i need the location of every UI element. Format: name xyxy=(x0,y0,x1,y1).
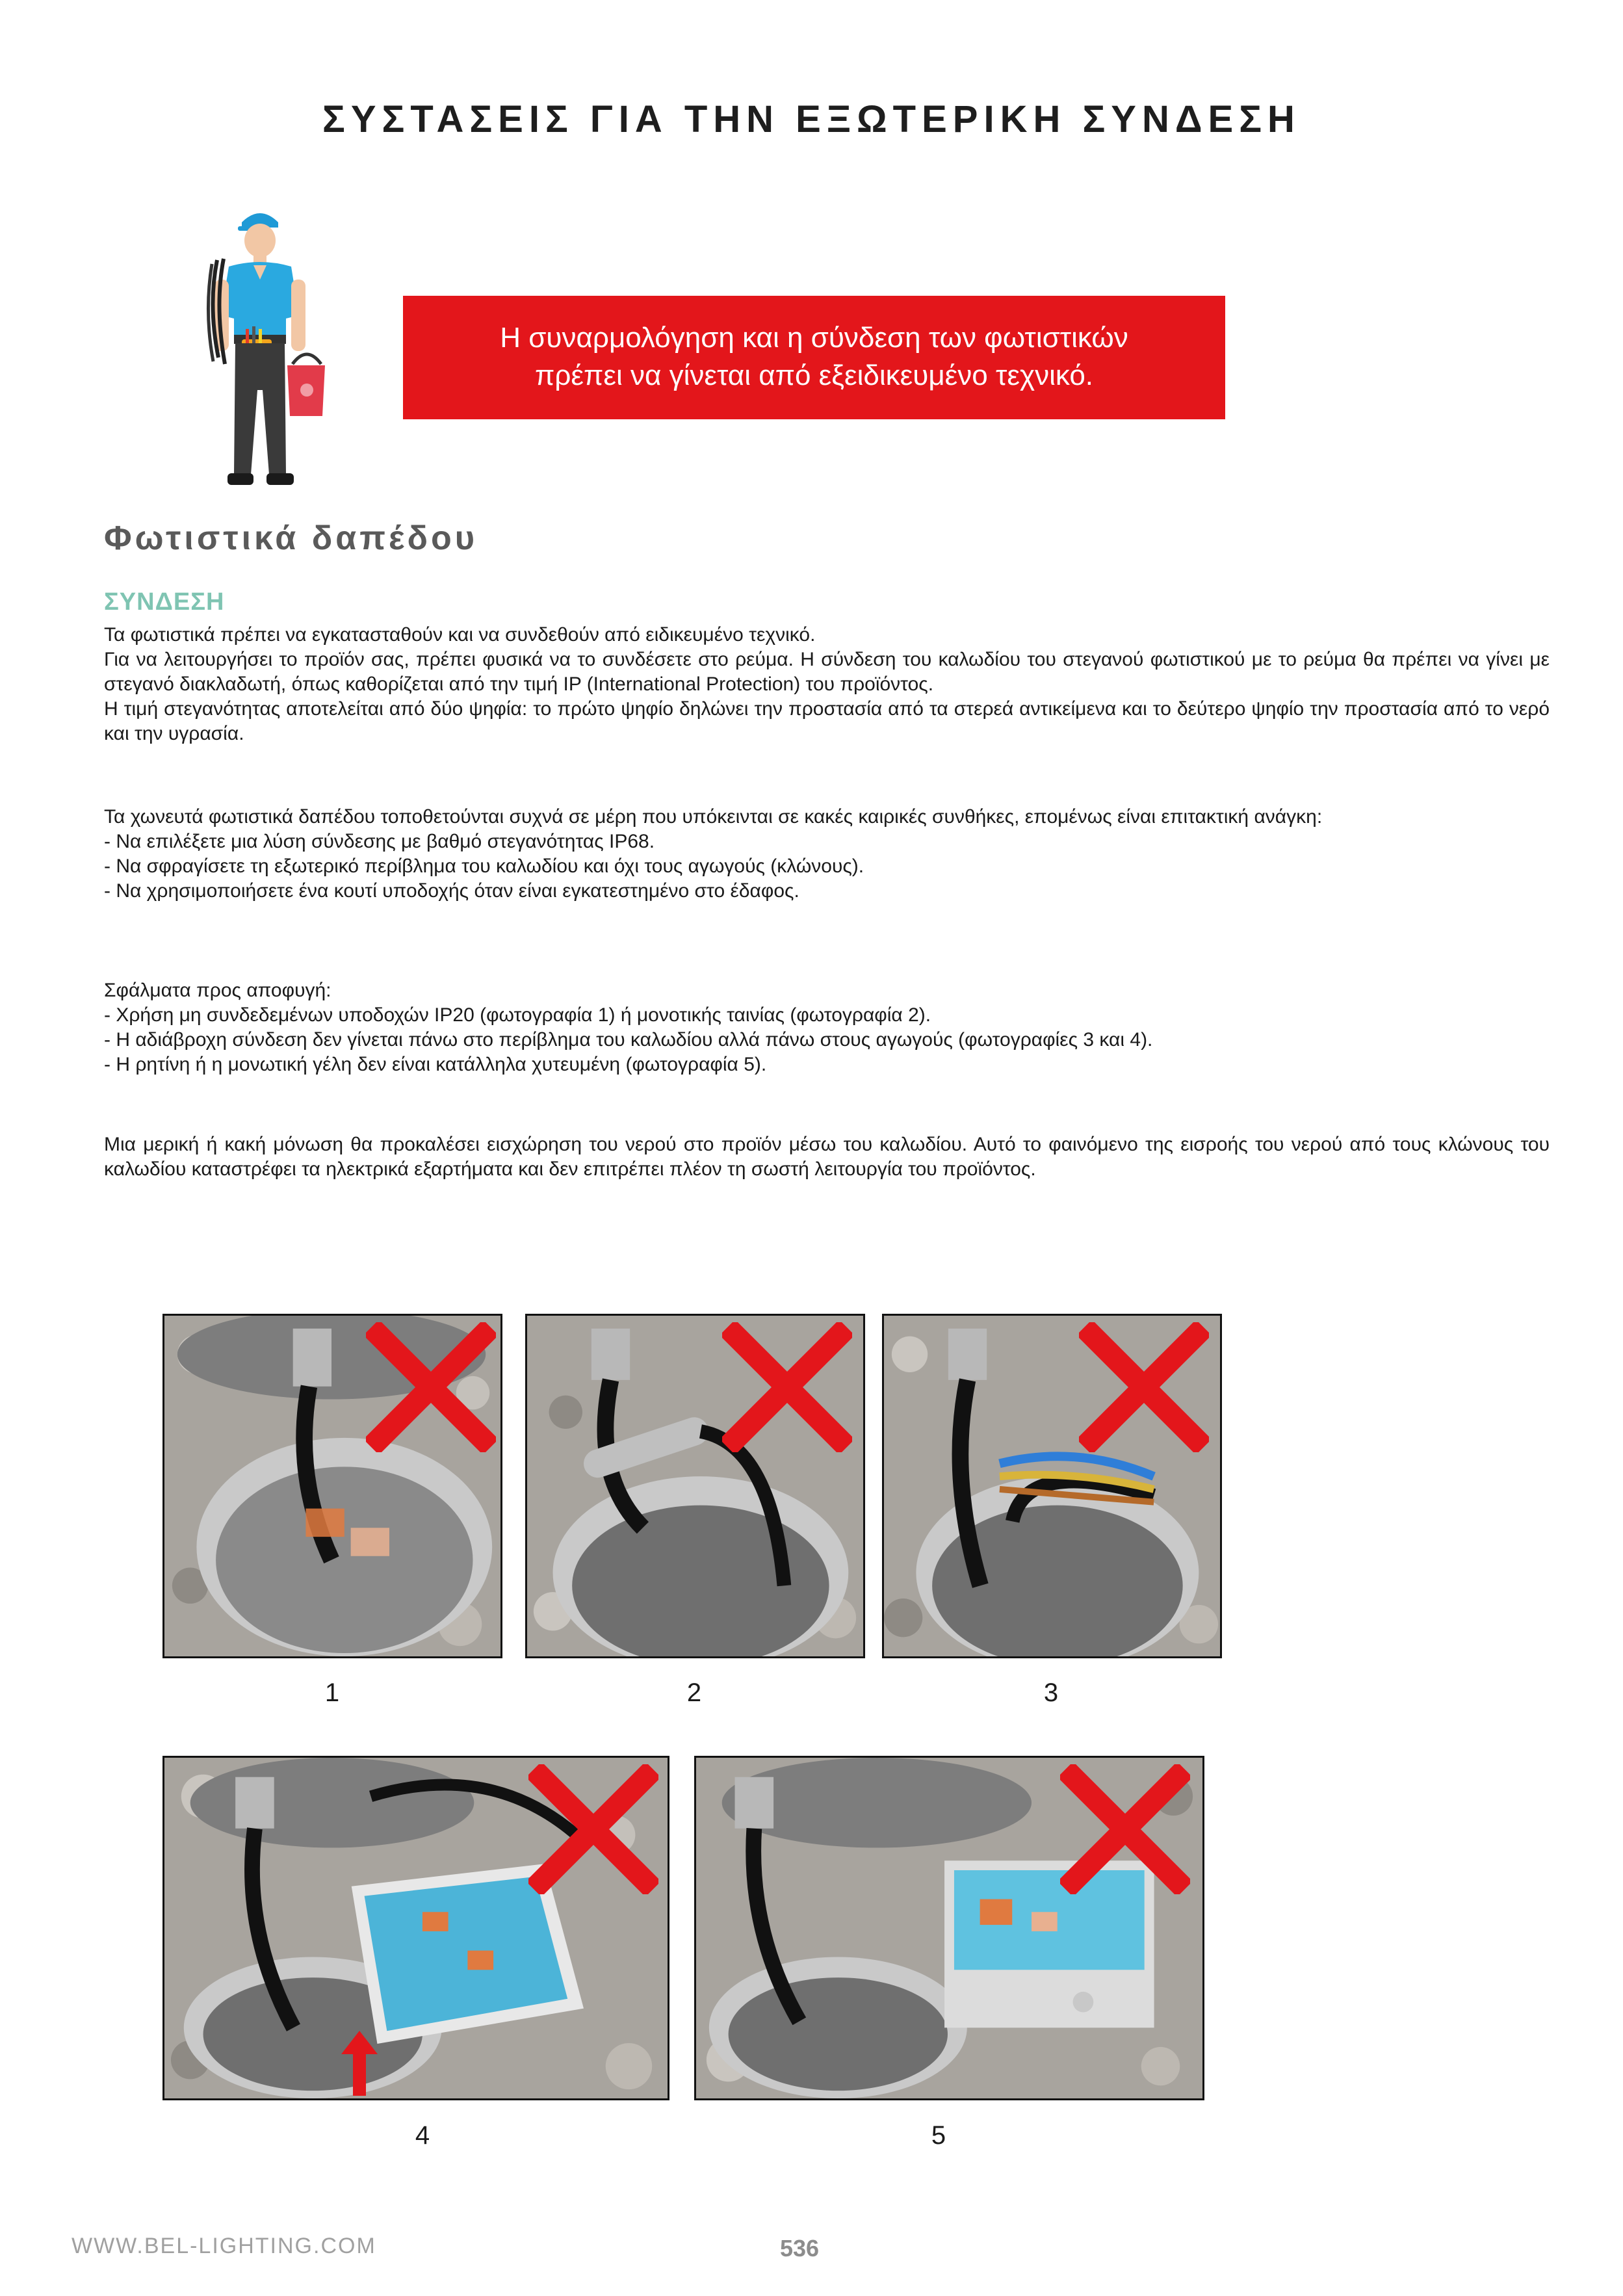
cross-icon xyxy=(528,1764,658,1894)
warning-line-2: πρέπει να γίνεται από εξειδικευμένο τεχνικό. xyxy=(534,359,1094,391)
paragraph-line: Τα φωτιστικά πρέπει να εγκατασταθούν και να συνδεθούν από ειδικευμένο τεχνικό. xyxy=(104,624,816,646)
cross-icon xyxy=(1060,1764,1190,1894)
photo-number: 2 xyxy=(686,1678,702,1707)
page-number: 536 xyxy=(780,2235,820,2262)
warning-line-1: Η συναρμολόγηση και η σύνδεση των φωτιστικών xyxy=(500,322,1128,354)
photo-number: 3 xyxy=(1043,1678,1059,1707)
connection-heading: ΣΥΝΔΕΣΗ xyxy=(104,588,225,616)
cross-icon xyxy=(366,1322,496,1452)
arrow-up-icon xyxy=(340,2031,379,2096)
technician-illustration xyxy=(195,202,325,501)
paragraph-line: - Η αδιάβροχη σύνδεση δεν γίνεται πάνω στο περίβλημα του καλωδίου αλλά πάνω στους αγωγούς (φωτογραφίες 3 και 4). xyxy=(104,1029,1153,1050)
paragraph-line: Σφάλματα προς αποφυγή: xyxy=(104,980,331,1001)
footer-url: WWW.BEL-LIGHTING.COM xyxy=(71,2234,376,2258)
warning-box xyxy=(403,296,1225,419)
photo-4 xyxy=(162,1756,669,2100)
paragraph-1 xyxy=(104,623,1550,746)
paragraph-line: Τα χωνευτά φωτιστικά δαπέδου τοποθετούνται συχνά σε μέρη που υπόκεινται σε κακές καιρικές συνθήκες, επομένως είναι επιτακτική ανάγκη: xyxy=(104,806,1323,828)
photo-number: 5 xyxy=(931,2121,946,2150)
paragraph-4 xyxy=(104,1132,1550,1182)
paragraph-2 xyxy=(104,805,1550,904)
photo-1 xyxy=(162,1314,502,1658)
paragraph-line: Η τιμή στεγανότητας αποτελείται από δύο ψηφία: το πρώτο ψηφίο δηλώνει την προστασία από τα στερεά αντικείμενα και το δεύτερο ψηφίο την προστασία από το νερό και την υγρασία. xyxy=(104,698,1550,744)
paragraph-line: - Η ρητίνη ή η μονωτική γέλη δεν είναι κατάλληλα χυτευμένη (φωτογραφία 5). xyxy=(104,1054,767,1075)
photo-number: 1 xyxy=(324,1678,340,1707)
paragraph-line: - Να επιλέξετε μια λύση σύνδεσης με βαθμό στεγανότητας IP68. xyxy=(104,831,655,852)
page-title: ΣΥΣΤΑΣΕΙΣ ΓΙΑ ΤΗΝ ΕΞΩΤΕΡΙΚΗ ΣΥΝΔΕΣΗ xyxy=(322,98,1301,140)
paragraph-line: Μια μερική ή κακή μόνωση θα προκαλέσει εισχώρηση του νερού στο προϊόν μέσω του καλωδίου. Αυτό το φαινόμενο της εισροής του νερού από τους κλώνους του καλωδίου καταστρέφει τα ηλεκτρικά εξαρτήματα και δεν επιτρέπει πλέον τη σωστή λειτουργία του προϊόντος. xyxy=(104,1134,1550,1180)
photo-5 xyxy=(694,1756,1204,2100)
paragraph-line: - Να σφραγίσετε τη εξωτερικό περίβλημα του καλωδίου και όχι τους αγωγούς (κλώνους). xyxy=(104,855,864,877)
section-heading: Φωτιστικά δαπέδου xyxy=(104,519,478,557)
photo-number: 4 xyxy=(415,2121,430,2150)
paragraph-line: - Να χρησιμοποιήσετε ένα κουτί υποδοχής όταν είναι εγκατεστημένο στο έδαφος. xyxy=(104,880,799,902)
paragraph-3 xyxy=(104,978,1550,1077)
paragraph-line: - Χρήση μη συνδεδεμένων υποδοχών IP20 (φωτογραφία 1) ή μονοτικής ταινίας (φωτογραφία 2). xyxy=(104,1004,931,1026)
paragraph-line: Για να λειτουργήσει το προϊόν σας, πρέπει φυσικά να το συνδέσετε στο ρεύμα. Η σύνδεση του καλωδίου του στεγανού φωτιστικού με το ρεύμα θα πρέπει να γίνει με στεγανό διακλαδωτή, όπως καθορίζεται από την τιμή IP (International Protection) του προϊόντος. xyxy=(104,649,1550,695)
cross-icon xyxy=(1079,1322,1209,1452)
photo-3 xyxy=(882,1314,1222,1658)
cross-icon xyxy=(722,1322,852,1452)
photo-2 xyxy=(525,1314,865,1658)
